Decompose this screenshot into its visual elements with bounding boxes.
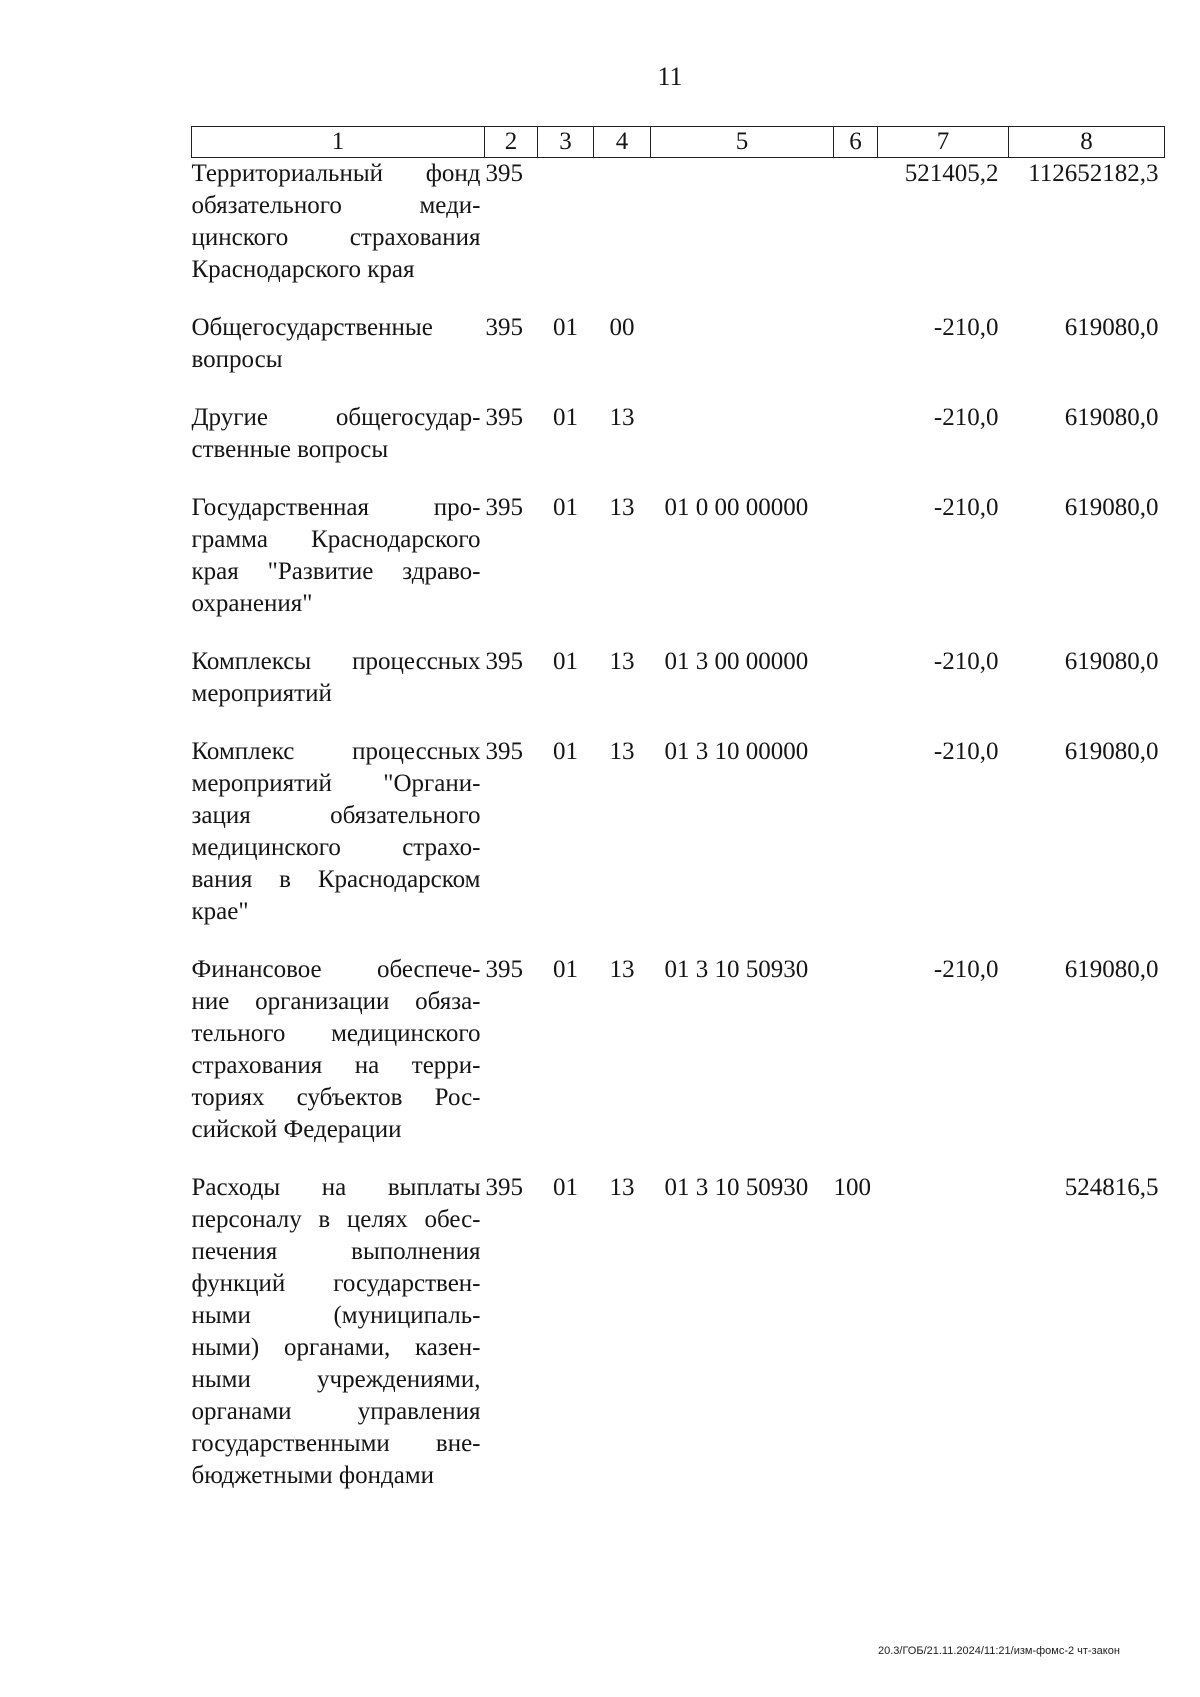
- expense-type-cell: [834, 158, 878, 287]
- change-amount-cell: 521405,2: [904, 160, 999, 187]
- row-spacer-cell: [192, 928, 1165, 954]
- item-name-line: печения выполнения: [191, 1238, 481, 1265]
- row-spacer-cell: [192, 710, 1165, 736]
- subsection-code-cell: 13: [609, 738, 635, 765]
- admin-code-cell: 395: [485, 956, 523, 983]
- item-name-line: Государственная про-: [191, 494, 481, 521]
- expense-type-cell: [834, 646, 878, 710]
- table-row: [192, 646, 1165, 710]
- item-name-cell: [192, 402, 485, 466]
- item-name-line: ственные вопросы: [191, 436, 389, 463]
- change-amount-cell: -210,0: [933, 648, 999, 675]
- item-name-cell: [192, 736, 485, 928]
- item-name-line: вопросы: [191, 346, 283, 373]
- subsection-code-cell: 13: [609, 1174, 635, 1201]
- item-name-line: страхования на терри-: [191, 1052, 481, 1079]
- subsection-code-cell: 13: [609, 494, 635, 521]
- change-amount-cell: -210,0: [933, 956, 999, 983]
- item-name-line: тельного медицинского: [191, 1020, 481, 1047]
- item-name-line: ными (муниципаль-: [191, 1302, 481, 1329]
- row-spacer-cell: [192, 620, 1165, 646]
- item-name-line: Другие общегосудар-: [191, 404, 481, 431]
- item-name-cell: [192, 312, 485, 376]
- row-spacer: [192, 710, 1165, 736]
- item-name-cell: [192, 492, 485, 620]
- expense-type-cell: [834, 402, 878, 466]
- item-name-line: персоналу в целях обес-: [191, 1206, 481, 1233]
- table-row: [192, 158, 1165, 287]
- row-spacer: [192, 466, 1165, 492]
- item-name-line: вания в Краснодарском: [191, 866, 481, 893]
- section-code-cell: 01: [553, 738, 578, 765]
- admin-code-cell: 395: [485, 404, 523, 431]
- subsection-code-cell: [594, 158, 651, 287]
- column-header-3: 3: [538, 127, 594, 158]
- item-name-line: Финансовое обеспече-: [191, 956, 481, 983]
- subsection-code-cell: 13: [609, 956, 635, 983]
- item-name-line: грамма Краснодарского: [191, 526, 481, 553]
- target-article-cell: 01 3 10 00000: [664, 738, 809, 765]
- subsection-code-cell: 00: [609, 314, 635, 341]
- item-name-line: ние организации обяза-: [191, 988, 481, 1015]
- row-spacer: [192, 928, 1165, 954]
- target-article-cell: 01 3 10 50930: [664, 1174, 809, 1201]
- change-amount-cell: [878, 1172, 1009, 1492]
- item-name-cell: [192, 646, 485, 710]
- expense-type-cell: [834, 492, 878, 620]
- table-body: [192, 158, 1165, 1493]
- item-name-line: ториях субъектов Рос-: [191, 1084, 481, 1111]
- item-name-line: ными) органами, казен-: [191, 1334, 481, 1361]
- admin-code-cell: 395: [485, 648, 523, 675]
- total-amount-cell: 619080,0: [1064, 956, 1159, 983]
- change-amount-cell: -210,0: [933, 494, 999, 521]
- row-spacer-cell: [192, 376, 1165, 402]
- item-name-line: мероприятий: [191, 680, 332, 707]
- item-name-line: функций государствен-: [191, 1270, 481, 1297]
- item-name-line: ными учреждениями,: [191, 1366, 481, 1393]
- target-article-cell: [651, 402, 834, 466]
- column-header-7: 7: [878, 127, 1009, 158]
- table-row: [192, 402, 1165, 466]
- item-name-line: цинского страхования: [191, 224, 481, 251]
- item-name-line: Общегосударственные: [191, 314, 433, 341]
- section-code-cell: 01: [553, 404, 578, 431]
- subsection-code-cell: 13: [609, 404, 635, 431]
- expense-type-cell: 100: [833, 1174, 871, 1201]
- target-article-cell: [651, 312, 834, 376]
- column-header-1: 1: [192, 127, 485, 158]
- row-spacer-cell: [192, 1146, 1165, 1172]
- row-spacer: [192, 1146, 1165, 1172]
- column-header-6: 6: [834, 127, 878, 158]
- section-code-cell: 01: [553, 1174, 578, 1201]
- change-amount-cell: -210,0: [933, 738, 999, 765]
- page-number: 11: [657, 62, 683, 91]
- column-header-4: 4: [594, 127, 651, 158]
- row-spacer: [192, 286, 1165, 312]
- total-amount-cell: 619080,0: [1064, 494, 1159, 521]
- target-article-cell: 01 3 00 00000: [664, 648, 809, 675]
- total-amount-cell: 619080,0: [1064, 314, 1159, 341]
- section-code-cell: [538, 158, 594, 287]
- item-name-line: Комплексы процессных: [191, 648, 481, 675]
- item-name-line: охранения": [191, 590, 313, 617]
- table-row: [192, 1172, 1165, 1492]
- document-footer-code: 20.3/ГОБ/21.11.2024/11:21/изм-фомс-2 чт-закон: [878, 1645, 1120, 1657]
- item-name-line: бюджетными фондами: [191, 1462, 435, 1489]
- total-amount-cell: 619080,0: [1064, 738, 1159, 765]
- item-name-line: Комплекс процессных: [191, 738, 481, 765]
- table-row: [192, 492, 1165, 620]
- section-code-cell: 01: [553, 314, 578, 341]
- row-spacer-cell: [192, 466, 1165, 492]
- item-name-line: сийской Федерации: [191, 1116, 402, 1143]
- item-name-line: мероприятий "Органи-: [191, 770, 481, 797]
- section-code-cell: 01: [553, 956, 578, 983]
- column-header-5: 5: [651, 127, 834, 158]
- item-name-line: органами управления: [191, 1398, 481, 1425]
- budget-table: [191, 126, 1165, 1492]
- table-row: [192, 312, 1165, 376]
- row-spacer-cell: [192, 286, 1165, 312]
- table-header-row: [192, 127, 1165, 158]
- admin-code-cell: 395: [485, 160, 523, 187]
- row-spacer: [192, 376, 1165, 402]
- admin-code-cell: 395: [485, 494, 523, 521]
- table-row: [192, 736, 1165, 928]
- item-name-line: медицинского страхо-: [191, 834, 481, 861]
- total-amount-cell: 619080,0: [1064, 648, 1159, 675]
- item-name-cell: [192, 158, 485, 287]
- total-amount-cell: 112652182,3: [1028, 160, 1159, 187]
- item-name-line: края "Развитие здраво-: [191, 558, 481, 585]
- item-name-line: зация обязательного: [191, 802, 481, 829]
- admin-code-cell: 395: [485, 314, 523, 341]
- target-article-cell: 01 3 10 50930: [664, 956, 809, 983]
- expense-type-cell: [834, 736, 878, 928]
- subsection-code-cell: 13: [609, 648, 635, 675]
- item-name-line: Краснодарского края: [191, 256, 415, 283]
- item-name-line: государственными вне-: [191, 1430, 481, 1457]
- change-amount-cell: -210,0: [933, 404, 999, 431]
- item-name-cell: [192, 954, 485, 1146]
- target-article-cell: 01 0 00 00000: [664, 494, 809, 521]
- admin-code-cell: 395: [485, 738, 523, 765]
- row-spacer: [192, 620, 1165, 646]
- table-row: [192, 954, 1165, 1146]
- expense-type-cell: [834, 954, 878, 1146]
- item-name-line: обязательного меди-: [191, 192, 481, 219]
- target-article-cell: [651, 158, 834, 287]
- section-code-cell: 01: [553, 494, 578, 521]
- expense-type-cell: [834, 312, 878, 376]
- section-code-cell: 01: [553, 648, 578, 675]
- total-amount-cell: 619080,0: [1064, 404, 1159, 431]
- item-name-line: Расходы на выплаты: [191, 1174, 481, 1201]
- item-name-line: крае": [191, 898, 249, 925]
- change-amount-cell: -210,0: [933, 314, 999, 341]
- item-name-cell: [192, 1172, 485, 1492]
- column-header-2: 2: [485, 127, 538, 158]
- admin-code-cell: 395: [485, 1174, 523, 1201]
- total-amount-cell: 524816,5: [1064, 1174, 1159, 1201]
- item-name-line: Территориальный фонд: [191, 160, 481, 187]
- column-header-8: 8: [1009, 127, 1165, 158]
